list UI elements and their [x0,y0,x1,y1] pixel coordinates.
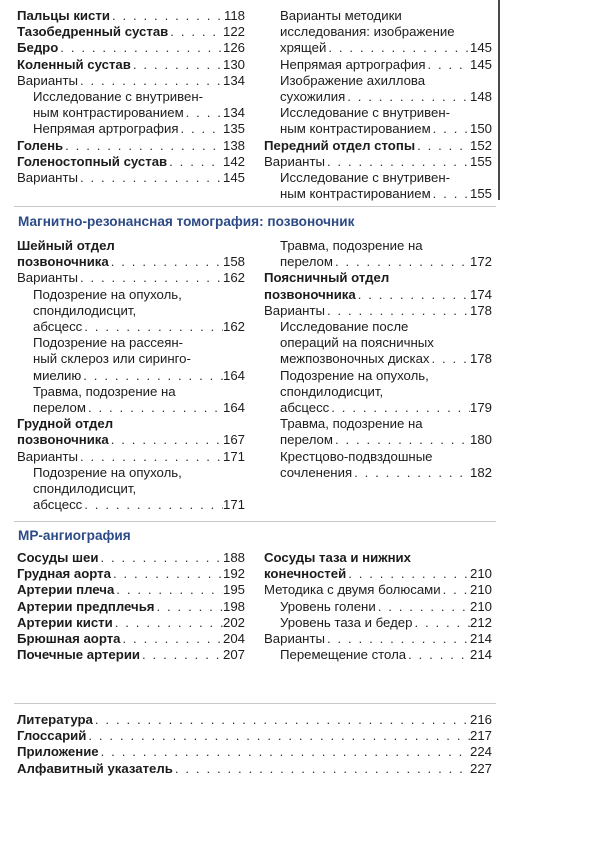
toc-entry-title: хрящей [280,40,327,56]
toc-entry-title: позвоночника [17,254,109,270]
toc-entry-title: Исследование с внутривен- [33,89,204,105]
toc-entry-title: Подозрение на опухоль, [280,367,429,383]
toc-entry [264,615,492,631]
toc-entry-continued [17,287,245,303]
toc-page-number: 227 [469,760,492,776]
toc-entry-title: Литература [17,712,93,727]
toc-leader-dots [431,121,470,137]
toc-leader-dots [376,599,470,615]
toc-leader-dots [82,497,223,513]
toc-entry-title: Травма, подозрение на [280,238,423,253]
toc-page-number: 198 [222,598,245,614]
toc-leader-dots [121,631,223,647]
toc-entry-title: абсцесс [33,319,83,335]
toc-leader-dots [82,319,223,335]
toc-entry-continued [264,24,492,40]
toc-page-number: 135 [222,121,245,137]
toc-page-number: 217 [469,728,492,744]
toc-entry-title: Передний отдел стопы [264,137,416,153]
toc-leader-dots [346,566,470,582]
toc-entry [264,40,492,56]
toc-entry-title: Травма, подозрение на [280,416,423,432]
toc-entry-title: Методика с двумя болюсами [264,582,441,598]
toc-page-number: 216 [469,712,492,727]
toc-leader-dots [131,57,223,73]
toc-page-number: 145 [222,170,245,186]
toc-entry-title: спондилодисцит, [280,383,384,399]
toc-page-number: 134 [222,72,245,88]
toc-entry [264,138,492,154]
toc-entry [17,631,245,647]
toc-entry-title: Непрямая артрография [33,121,179,137]
toc-entry-continued [17,481,245,497]
toc-page-number: 188 [222,550,245,565]
toc-entry [17,154,245,170]
spine-right-column [264,238,492,481]
toc-entry-title: Грудной отдел [17,416,114,432]
toc-entry [264,351,492,367]
toc-entry [264,400,492,416]
toc-entry-continued [264,416,492,432]
toc-entry [17,105,245,121]
toc-entry-title: Подозрение на рассеян- [33,335,184,351]
toc-page-number: 214 [469,647,492,663]
toc-entry [17,582,245,598]
toc-entry-title: перелом [33,400,86,416]
toc-page-number: 204 [222,631,245,647]
toc-entry [264,287,492,303]
toc-entry-title: Подозрение на опухоль, [33,286,182,302]
toc-leader-dots [329,400,470,416]
toc-page-number: 180 [469,432,492,448]
toc-entry-title: Приложение [17,744,99,760]
toc-leader-dots [109,432,223,448]
toc-entry-title: абсцесс [280,400,330,416]
toc-page-number: 212 [469,614,492,630]
toc-page-number: 118 [223,8,245,23]
toc-entry-continued [17,303,245,319]
toc-page-number: 158 [222,254,245,270]
toc-entry [17,615,245,631]
toc-leader-dots [406,647,470,663]
toc-entry [17,170,245,186]
toc-leader-dots [333,254,470,270]
toc-page-number: 174 [469,286,492,302]
toc-entry-title: Поясничный отдел [264,270,390,286]
back-matter-list [17,712,492,777]
toc-entry-title: Травма, подозрение на [33,383,176,399]
toc-entry-continued [264,8,492,24]
toc-entry [17,138,245,154]
toc-entry [17,761,492,777]
toc-entry-title: Артерии плеча [17,582,115,598]
toc-entry-continued [264,449,492,465]
toc-entry-title: Сосуды таза и нижних [264,550,411,565]
toc-page-number: 164 [222,367,245,383]
toc-page-number: 150 [469,121,492,137]
toc-entry-title: Голеностопный сустав [17,153,168,169]
toc-entry [17,319,245,335]
toc-entry-continued [264,105,492,121]
toc-leader-dots [325,303,470,319]
toc-leader-dots [86,728,470,744]
toc-page-number: 182 [469,464,492,480]
toc-leader-dots [345,89,470,105]
toc-entry [17,57,245,73]
toc-page-number: 162 [222,319,245,335]
toc-entry [264,57,492,73]
toc-entry-title: миелию [33,367,82,383]
toc-entry [264,631,492,647]
toc-leader-dots [140,647,223,663]
spine-left-column [17,238,245,513]
toc-page-number: 162 [222,270,245,286]
toc-entry [17,497,245,513]
toc-page-number: 210 [469,598,492,614]
toc-leader-dots [78,270,223,286]
toc-entry [17,728,492,744]
toc-entry-title: Артерии кисти [17,614,113,630]
toc-entry-title: перелом [280,254,333,270]
toc-page-number: 192 [222,566,245,582]
toc-entry-title: сухожилия [280,89,346,105]
toc-entry [264,254,492,270]
toc-entry-title: спондилодисцит, [33,302,137,318]
toc-entry-title: исследования: изображение [280,24,455,40]
toc-entry [17,432,245,448]
toc-entry [264,303,492,319]
toc-entry [264,647,492,663]
toc-leader-dots [113,615,223,631]
toc-entry [17,400,245,416]
section-divider [14,206,496,207]
toc-leader-dots [78,73,223,89]
toc-leader-dots [173,761,470,777]
toc-entry-title: ным контрастированием [33,105,184,121]
toc-entry-title: Варианты [17,270,78,286]
toc-leader-dots [326,40,470,56]
toc-entry [17,599,245,615]
toc-entry-title: Варианты методики [280,8,402,23]
toc-entry [17,121,245,137]
toc-entry-continued [264,368,492,384]
toc-leader-dots [425,57,470,73]
toc-entry [17,270,245,286]
toc-entry-title: позвоночника [264,286,356,302]
toc-leader-dots [431,186,470,202]
toc-entry [17,550,245,566]
toc-entry-title: Бедро [17,40,59,56]
mra-left-column [17,550,245,663]
toc-entry-continued [264,335,492,351]
toc-leader-dots [93,712,470,728]
toc-entry [17,566,245,582]
top-left-column [17,8,245,186]
toc-entry-continued [264,270,492,286]
toc-leader-dots [415,138,470,154]
toc-entry-title: Брюшная аорта [17,631,121,647]
page-edge-line [498,0,500,200]
toc-entry-title: Перемещение стола [280,647,407,663]
toc-entry-title: Уровень голени [280,598,376,614]
toc-page-number: 172 [469,254,492,270]
toc-entry-title: Алфавитный указатель [17,760,173,776]
top-right-column [264,8,492,202]
toc-leader-dots [412,615,470,631]
toc-entry-title: сочленения [280,464,353,480]
toc-entry-title: перелом [280,432,333,448]
toc-entry [264,465,492,481]
toc-entry [17,744,492,760]
toc-entry-title: Варианты [264,302,325,318]
toc-entry-continued [264,319,492,335]
toc-entry-title: Крестцово-подвздошные [280,448,433,464]
toc-leader-dots [167,154,223,170]
toc-entry-title: Варианты [17,170,78,186]
toc-entry-title: Голень [17,137,64,153]
toc-leader-dots [430,351,470,367]
toc-entry-title: Глоссарий [17,728,87,744]
toc-entry-title: позвоночника [17,432,109,448]
toc-page-number: 178 [469,302,492,318]
toc-entry-continued [17,89,245,105]
section-title-spine: Магнитно-резонансная томография: позвоночник [18,214,355,229]
toc-leader-dots [78,170,223,186]
toc-entry-title: Изображение ахиллова [280,72,426,88]
toc-entry-title: ный склероз или сиринго- [33,351,191,367]
toc-entry-title: Подозрение на опухоль, [33,464,182,480]
toc-entry [17,40,245,56]
toc-entry [17,24,245,40]
toc-page-number: 179 [469,400,492,416]
toc-page-number: 142 [222,153,245,169]
toc-entry [264,566,492,582]
toc-entry-continued [17,465,245,481]
toc-entry [264,89,492,105]
mra-right-column [264,550,492,663]
toc-page-number: 145 [469,40,492,56]
toc-leader-dots [333,432,470,448]
toc-page-number: 134 [222,105,245,121]
toc-leader-dots [81,368,223,384]
toc-entry-continued [264,384,492,400]
toc-entry-title: Пальцы кисти [17,8,110,23]
toc-entry-title: ным контрастированием [280,121,431,137]
toc-leader-dots [111,566,223,582]
toc-entry-title: Уровень таза и бедер [280,614,413,630]
toc-entry-title: Почечные артерии [17,647,141,663]
toc-page-number: 145 [469,56,492,72]
toc-entry [264,432,492,448]
toc-entry [264,582,492,598]
toc-entry [264,186,492,202]
toc-entry-title: Исследование с внутривен- [280,105,451,121]
toc-page-number: 178 [469,351,492,367]
toc-page-number: 138 [222,137,245,153]
toc-entry-continued [17,335,245,351]
toc-entry-title: Варианты [17,448,78,464]
toc-page-number: 214 [469,631,492,647]
toc-leader-dots [168,24,223,40]
toc-leader-dots [155,599,223,615]
section-divider [14,521,496,522]
toc-page-number: 210 [469,582,492,598]
toc-entry-title: межпозвоночных дисках [280,351,430,367]
toc-entry [264,599,492,615]
toc-entry-continued [264,238,492,254]
toc-leader-dots [98,550,223,566]
toc-leader-dots [78,449,223,465]
toc-page-number: 122 [222,24,245,40]
toc-entry-title: Тазобедренный сустав [17,24,169,40]
toc-leader-dots [352,465,470,481]
toc-leader-dots [325,154,470,170]
toc-leader-dots [58,40,223,56]
toc-leader-dots [325,631,470,647]
toc-entry-continued [264,550,492,566]
toc-entry [264,121,492,137]
toc-entry-title: Варианты [264,153,325,169]
toc-entry-title: Сосуды шеи [17,550,99,565]
section-divider [14,703,496,704]
toc-page-number: 155 [469,153,492,169]
toc-leader-dots [178,121,223,137]
toc-entry-continued [264,170,492,186]
toc-page-number: 224 [469,744,492,760]
toc-leader-dots [86,400,223,416]
toc-entry-title: Исследование после [280,319,409,335]
toc-entry-continued [264,73,492,89]
toc-leader-dots [356,287,470,303]
toc-entry [17,73,245,89]
toc-leader-dots [99,744,470,760]
toc-entry-title: спондилодисцит, [33,481,137,497]
toc-entry-title: Шейный отдел [17,238,115,253]
toc-entry-title: операций на поясничных [280,335,434,351]
toc-page-number: 167 [222,432,245,448]
toc-entry-title: Артерии предплечья [17,598,155,614]
toc-entry-title: Грудная аорта [17,566,111,582]
toc-entry [17,254,245,270]
toc-page-number: 130 [222,56,245,72]
toc-page-number: 155 [469,186,492,202]
toc-entry-title: ным контрастированием [280,186,431,202]
toc-page-number: 164 [222,400,245,416]
toc-entry-title: Исследование с внутривен- [280,170,451,186]
toc-entry [264,154,492,170]
toc-leader-dots [63,138,223,154]
toc-entry-title: Варианты [17,72,78,88]
toc-leader-dots [109,254,223,270]
toc-leader-dots [114,582,223,598]
toc-page-number: 126 [222,40,245,56]
toc-entry-continued [17,351,245,367]
toc-entry [17,647,245,663]
toc-page-number: 171 [222,448,245,464]
toc-page-number: 171 [222,497,245,513]
toc-entry-title: Варианты [264,631,325,647]
toc-page-number: 195 [222,582,245,598]
toc-entry-continued [17,416,245,432]
toc-page-number: 152 [469,137,492,153]
section-title-mra: МР-ангиография [18,528,131,543]
toc-page-number: 148 [469,89,492,105]
toc-entry-continued [17,238,245,254]
toc-entry-title: Коленный сустав [17,56,131,72]
toc-page-number: 210 [469,566,492,582]
toc-leader-dots [441,582,470,598]
toc-entry-continued [17,384,245,400]
toc-entry [17,368,245,384]
toc-page-number: 207 [222,647,245,663]
toc-entry [17,8,245,24]
toc-entry [17,712,492,728]
toc-entry-title: конечностей [264,566,347,582]
toc-leader-dots [110,8,224,24]
toc-leader-dots [184,105,223,121]
toc-entry-title: абсцесс [33,497,83,513]
toc-entry-title: Непрямая артрография [280,56,426,72]
toc-entry [17,449,245,465]
toc-page-number: 202 [222,614,245,630]
